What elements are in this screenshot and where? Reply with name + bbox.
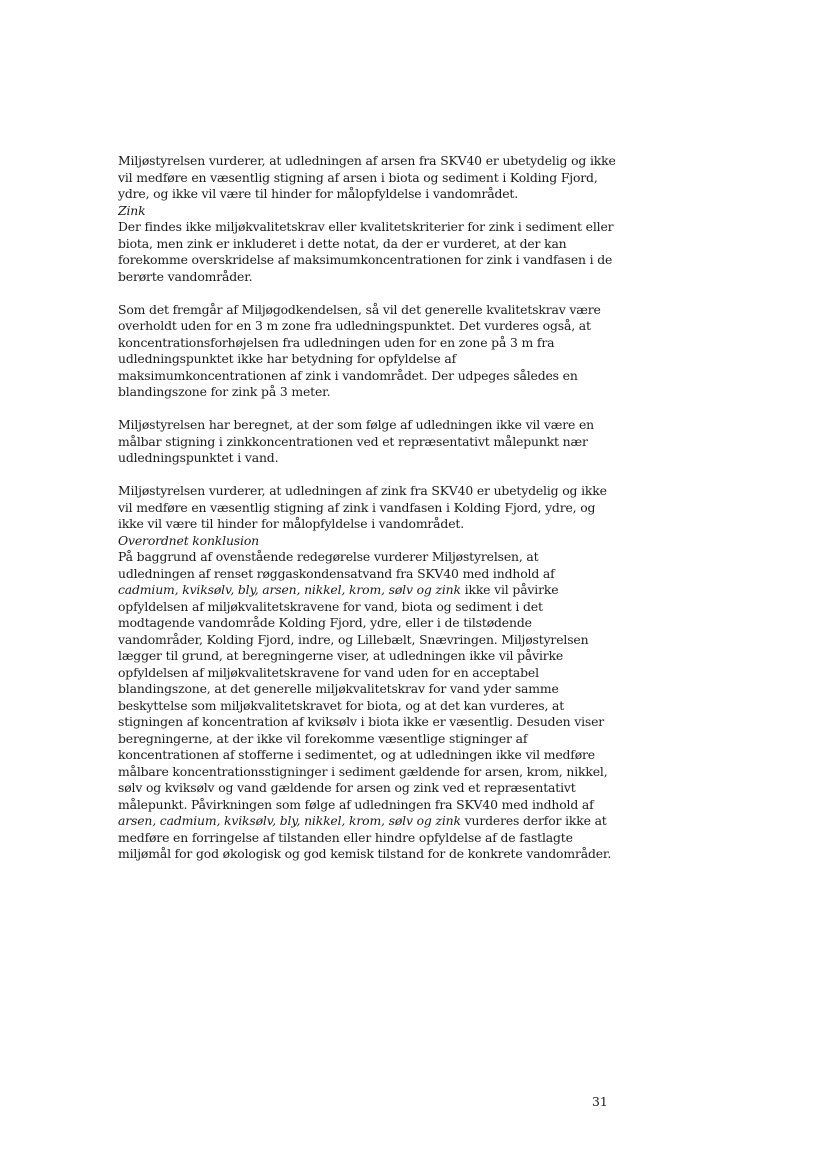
overall-conclusion-paragraph xyxy=(118,549,618,863)
conclusion-text-2: ikke vil påvirke opfyldelsen af miljøkvalitetskravene for vand, biota og sediment i det modtagende vandområde Kolding Fjord, ydre, eller i de tilstødende vandområder, Kolding Fjord, indre, og Lillebælt, Snævringen. Miljøstyrelsen lægger til grund, at beregningerne viser, at udledningen ikke vil påvirke opfyldelsen af miljøkvalitetskravene for vand uden for en acceptabel blandingszone, at det generelle miljøkvalitetskrav for vand yder samme beskyttelse som miljøkvalitetskravet for biota, og at det kan vurderes, at stigningen af koncentration af kviksølv i biota ikke er væsentlig. Desuden viser beregningerne, at der ikke vil forekomme væsentlige stigninger af koncentrationen af stofferne i sedimentet, og at udledningen ikke vil medføre målbare koncentrationsstigninger i sediment gældende for arsen, krom, nikkel, sølv og kviksølv og vand gældende for arsen og zink ved et repræsentativt målepunkt. Påvirkningen som følge af udledningen fra SKV40 med indhold af xyxy=(118,582,608,812)
body-text xyxy=(118,153,618,863)
page-number: 31 xyxy=(592,1094,608,1109)
zink-mixing-zone-paragraph: Som det fremgår af Miljøgodkendelsen, så vil det generelle kvalitetskrav være overholdt uden for en 3 m zone fra udledningspunktet. Det vurderes også, at koncentrationsforhøjelsen fra udledningen uden for en zone på 3 m fra udledningspunktet ikke har betydning for opfyldelse af maksimumkoncentrationen af zink i vandområdet. Der udpeges således en blandingszone for zink på 3 meter. xyxy=(118,301,601,399)
conclusion-text-1: På baggrund af ovenstående redegørelse vurderer Miljøstyrelsen, at udledningen af renset røggaskondensatvand fra SKV40 med indhold af xyxy=(118,549,555,581)
substances-list-2: arsen, cadmium, kviksølv, bly, nikkel, krom, sølv og zink xyxy=(118,813,461,828)
zink-intro-paragraph: Der findes ikke miljøkvalitetskrav eller kvalitetskriterier for zink i sediment eller biota, men zink er inkluderet i dette notat, da der er vurderet, at der kan forekomme overskridelse af maksimumkoncentrationen for zink i vandfasen i de berørte vandområder. xyxy=(118,219,614,284)
zink-calculation-paragraph: Miljøstyrelsen har beregnet, at der som følge af udledningen ikke vil være en målbar stigning i zinkkoncentrationen ved et repræsentativt målepunkt nær udledningspunktet i vand. xyxy=(118,417,594,465)
zink-conclusion-paragraph: Miljøstyrelsen vurderer, at udledningen af zink fra SKV40 er ubetydelig og ikke vil medføre en væsentlig stigning af zink i vandfasen i Kolding Fjord, ydre, og ikke vil være til hinder for målopfyldelse i vandområdet. xyxy=(118,483,607,531)
conclusion-text-3: vurderes derfor ikke at medføre en forringelse af tilstanden eller hindre opfyldelse af de fastlagte miljømål for god økologisk og god kemisk tilstand for de konkrete vandområder. xyxy=(118,813,612,861)
overall-conclusion-heading: Overordnet konklusion xyxy=(118,532,259,548)
zink-heading: Zink xyxy=(118,202,146,218)
arsen-conclusion-paragraph: Miljøstyrelsen vurderer, at udledningen af arsen fra SKV40 er ubetydelig og ikke vil medføre en væsentlig stigning af arsen i biota og sediment i Kolding Fjord, ydre, og ikke vil være til hinder for målopfyldelse i vandområdet. xyxy=(118,153,616,201)
substances-list-1: cadmium, kviksølv, bly, arsen, nikkel, krom, sølv og zink xyxy=(118,582,461,597)
